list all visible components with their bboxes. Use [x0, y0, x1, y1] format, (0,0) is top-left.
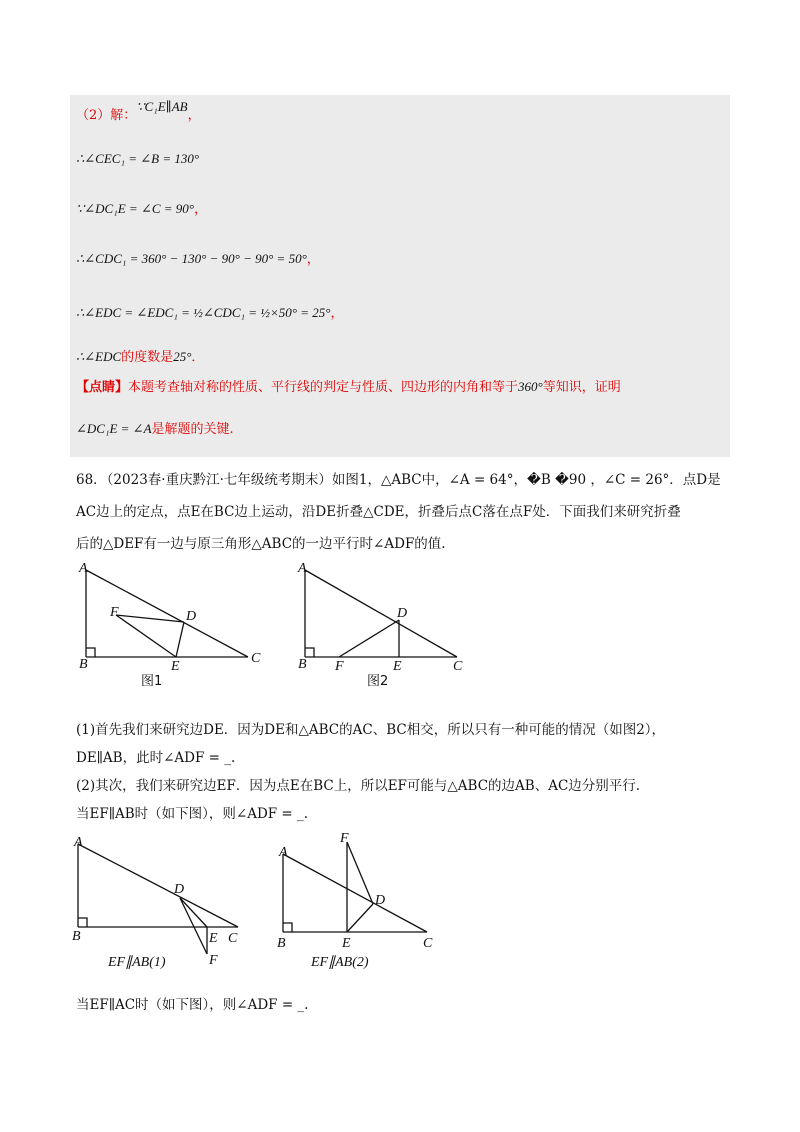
problem-line-3: 后的△DEF有一边与原三角形△ABC的一边平行时∠ADF的值.: [76, 536, 446, 552]
solution-label: （2）解：: [76, 108, 137, 123]
answer-text: 的度数是: [121, 350, 174, 365]
q2-line-1: (2)其次，我们来研究边EF．因为点E在BC上，所以EF可能与△ABC的边AB、AC边分别平行.: [76, 778, 641, 794]
label-D: D: [397, 606, 408, 621]
q3-line: 当EF∥AC时（如下图），则∠ADF = _.: [76, 997, 309, 1013]
figure-1-diagram: [76, 560, 276, 690]
figure-1: [76, 560, 276, 694]
caption-fig4: EF∥AB(2): [311, 955, 369, 970]
label-E: E: [393, 659, 402, 674]
answer-value: 25°: [173, 349, 192, 364]
remark-text-2: 等知识，证明: [542, 380, 621, 395]
solution-line-5: [76, 304, 344, 323]
label-B: B: [277, 936, 286, 951]
remark-text: 本题考查轴对称的性质、平行线的判定与性质、四边形的内角和等于: [128, 380, 519, 395]
solution-line-2: [76, 150, 199, 169]
punct: ，: [194, 202, 208, 217]
caption-fig1: 图1: [141, 674, 163, 689]
label-A: A: [74, 835, 83, 850]
remark-text-3: 是解题的关键.: [151, 422, 234, 437]
math-angle-dc1e: ∵∠DC₁E = ∠C = 90°: [76, 201, 194, 216]
figure-2-diagram: [295, 560, 495, 690]
label-C: C: [228, 931, 238, 946]
remark-line-2: [76, 420, 234, 439]
math-edc: ∴∠EDC: [76, 349, 122, 364]
q1-line-2: DE∥AB，此时∠ADF = _.: [76, 750, 236, 766]
label-A: A: [79, 561, 88, 576]
label-B: B: [298, 657, 307, 672]
remark-line-1: [76, 378, 621, 397]
caption-fig3: EF∥AB(1): [108, 955, 166, 970]
math-angle-cdc1: ∴∠CDC₁ = 360° − 130° − 90° − 90° = 50°: [76, 251, 307, 266]
caption-fig2: 图2: [367, 674, 389, 689]
label-F: F: [209, 953, 218, 968]
label-C: C: [453, 659, 463, 674]
problem-line-2: AC边上的定点，点E在BC边上运动，沿DE折叠△CDE，折叠后点C落在点F处．下面我们来研究折叠: [76, 504, 681, 520]
label-A: A: [279, 845, 288, 860]
label-A: A: [298, 561, 307, 576]
figure-2: [295, 560, 495, 694]
label-B: B: [79, 657, 88, 672]
label-E: E: [171, 659, 180, 674]
problem-line-1: 68．（2023春·重庆黔江·七年级统考期末）如图1，△ABC中，∠A = 64°，�B �90 ，∠C = 26°．点D是: [76, 472, 721, 488]
solution-line-1: [76, 99, 201, 125]
math-angle-cec1: ∴∠CEC₁ = ∠B = 130°: [76, 151, 200, 166]
figure-4: [275, 832, 465, 976]
remark-tag: 【点睛】: [76, 380, 129, 395]
label-C: C: [251, 651, 261, 666]
q2-line-2: 当EF∥AB时（如下图），则∠ADF = _.: [76, 806, 309, 822]
solution-line-6: [76, 348, 204, 367]
math-parallel: ∵C₁E∥AB: [136, 99, 188, 114]
punct: ，: [330, 306, 344, 321]
label-C: C: [423, 936, 433, 951]
label-F: F: [110, 605, 119, 620]
figure-3-diagram: [70, 832, 260, 972]
label-B: B: [72, 929, 81, 944]
label-F: F: [335, 659, 344, 674]
figure-4-diagram: [275, 832, 465, 972]
math-angle-edc: ∴∠EDC = ∠EDC₁ = ½∠CDC₁ = ½×50° = 25°: [76, 305, 331, 320]
label-E: E: [209, 931, 218, 946]
q1-line-1: (1)首先我们来研究边DE．因为DE和△ABC的AC、BC相交，所以只有一种可能的情况（如图2），: [76, 722, 666, 738]
figure-3: [70, 832, 260, 976]
label-D: D: [174, 882, 185, 897]
solution-line-3: [76, 200, 207, 219]
label-D: D: [375, 893, 386, 908]
punct: ，: [306, 252, 320, 267]
label-F: F: [340, 831, 349, 846]
remark-value: 360°: [518, 379, 543, 394]
solution-line-4: [76, 250, 320, 269]
punct: ．: [191, 350, 205, 365]
remark-math: ∠DC₁E = ∠A: [76, 421, 152, 436]
punct: ，: [187, 108, 201, 123]
label-E: E: [342, 936, 351, 951]
label-D: D: [186, 609, 197, 624]
